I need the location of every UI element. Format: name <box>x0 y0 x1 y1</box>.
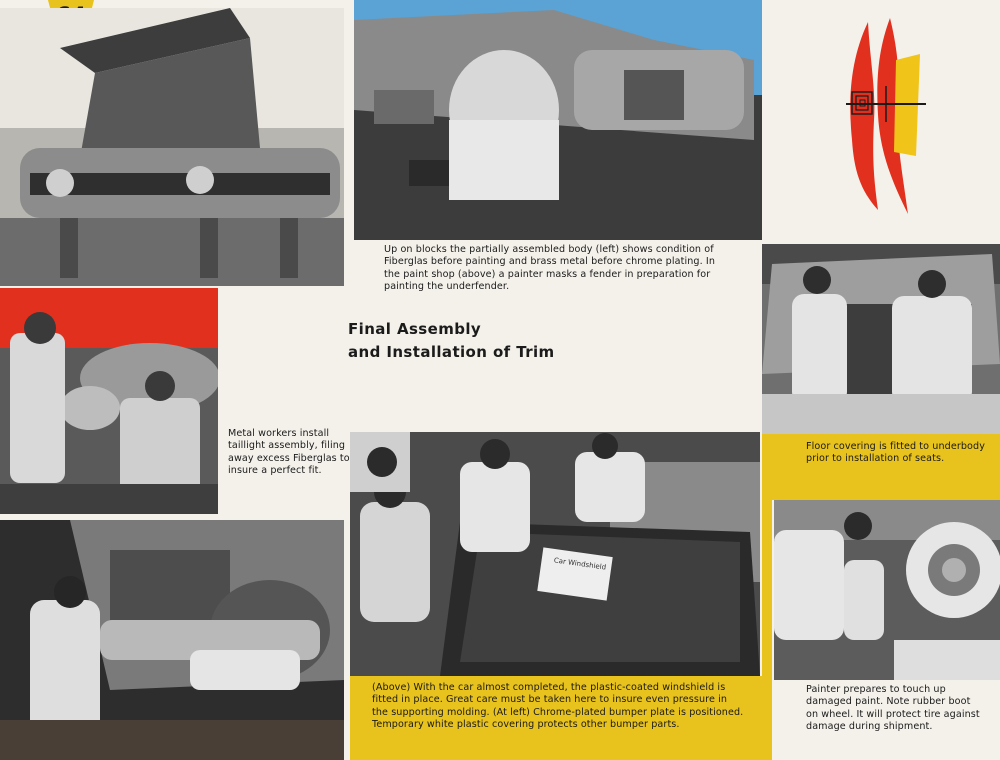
abstract-flame-icon <box>770 0 1000 240</box>
page-title-line-1: Final Assembly <box>348 320 482 338</box>
photo-painter-masking-fender <box>354 0 762 240</box>
windshield-note: Car Windshield <box>553 556 607 572</box>
caption-windshield: (Above) With the car almost completed, the plastic-coated windshield is fitted in place. Great care must be taken here to insure even pressure in the supporting molding. (At left) Chrome-plated bumper plate is positioned. Temporary white plastic covering protects other bumper parts. <box>372 682 744 731</box>
page-title <box>348 318 648 364</box>
photo-painter-touch-up <box>774 500 1000 680</box>
photo-bumper-plate <box>0 520 344 760</box>
photo-floor-covering <box>762 244 1000 434</box>
decorative-abstract-art <box>770 0 1000 240</box>
caption-floor-covering: Floor covering is fitted to underbody prior to installation of seats. <box>806 441 985 465</box>
photo-windshield-fitting <box>350 432 760 676</box>
yellow-strip-right <box>762 500 772 760</box>
photo-car-on-blocks <box>0 8 344 286</box>
caption-metal-workers: Metal workers install taillight assembly, filing away excess Fiberglas to insure a perfect fit. <box>228 428 350 477</box>
caption-painter-touch-up: Painter prepares to touch up damaged paint. Note rubber boot on wheel. It will protect tire against damage during shipment. <box>806 684 980 733</box>
caption-paint-shop: Up on blocks the partially assembled body (left) shows condition of Fiberglas before painting and brass metal before chrome plating. In the paint shop (above) a painter masks a fender in preparation for painting the underfender. <box>384 244 716 293</box>
photo-metal-workers-taillight <box>0 288 218 514</box>
page-title-line-2: and Installation of Trim <box>348 343 555 361</box>
